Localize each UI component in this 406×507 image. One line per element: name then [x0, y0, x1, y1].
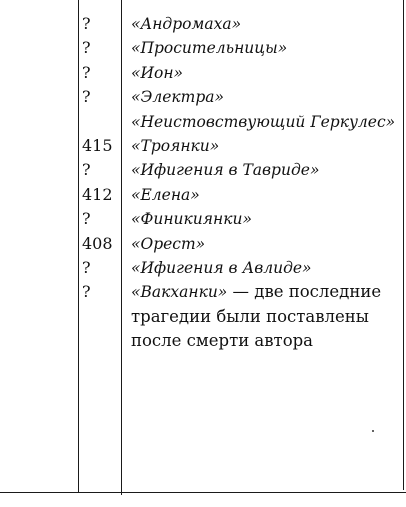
- table-row: [0, 12, 406, 36]
- year-cell: ?: [82, 282, 91, 302]
- play-title: «Электра»: [131, 88, 224, 107]
- table-row: [0, 232, 406, 256]
- note-text: — две последние трагедии были поставлены после смерти автора: [131, 282, 382, 351]
- year-cell: 415: [82, 135, 113, 155]
- year-cell: ?: [82, 38, 91, 58]
- title-cell: [131, 183, 399, 207]
- table-row: [0, 207, 406, 231]
- play-title: «Ифигения в Тавриде»: [131, 161, 320, 180]
- table-row: [0, 85, 406, 109]
- title-cell: [131, 12, 399, 36]
- year-cell: 412: [82, 184, 113, 204]
- year-cell: ?: [82, 160, 91, 180]
- table-row: [0, 61, 406, 85]
- table-row: [0, 110, 406, 134]
- play-title: «Неистовствующий Геркулес»: [131, 112, 396, 131]
- play-title: «Финикиянки»: [131, 210, 252, 229]
- play-title: «Просительницы»: [131, 39, 288, 58]
- table-row: [0, 256, 406, 280]
- title-cell: [131, 36, 399, 60]
- title-cell: [131, 61, 399, 85]
- play-title: «Вакханки»: [131, 283, 228, 302]
- play-title: «Ифигения в Авлиде»: [131, 258, 312, 277]
- play-title: «Орест»: [131, 234, 206, 253]
- print-speck: [372, 430, 374, 432]
- table-row: [0, 183, 406, 207]
- play-title: «Андромаха»: [131, 15, 242, 33]
- year-cell: 408: [82, 233, 113, 253]
- table-row: [0, 158, 406, 182]
- title-cell: [131, 256, 399, 280]
- table-row: [0, 280, 406, 353]
- title-cell: [131, 158, 399, 182]
- year-cell: ?: [82, 87, 91, 107]
- plays-table: [0, 12, 406, 354]
- title-cell: [131, 110, 399, 134]
- year-cell: ?: [82, 209, 91, 229]
- year-cell: ?: [82, 62, 91, 82]
- year-cell: ?: [82, 257, 91, 277]
- play-title: «Троянки»: [131, 136, 220, 155]
- play-title: «Ион»: [131, 63, 184, 82]
- table-row: [0, 36, 406, 60]
- title-cell: [131, 280, 399, 353]
- title-cell: [131, 232, 399, 256]
- title-cell: [131, 134, 399, 158]
- title-cell: [131, 207, 399, 231]
- play-title: «Елена»: [131, 185, 200, 204]
- title-cell: [131, 85, 399, 109]
- year-cell: ?: [82, 14, 91, 33]
- table-row: [0, 134, 406, 158]
- table-bottom-border: [0, 492, 406, 493]
